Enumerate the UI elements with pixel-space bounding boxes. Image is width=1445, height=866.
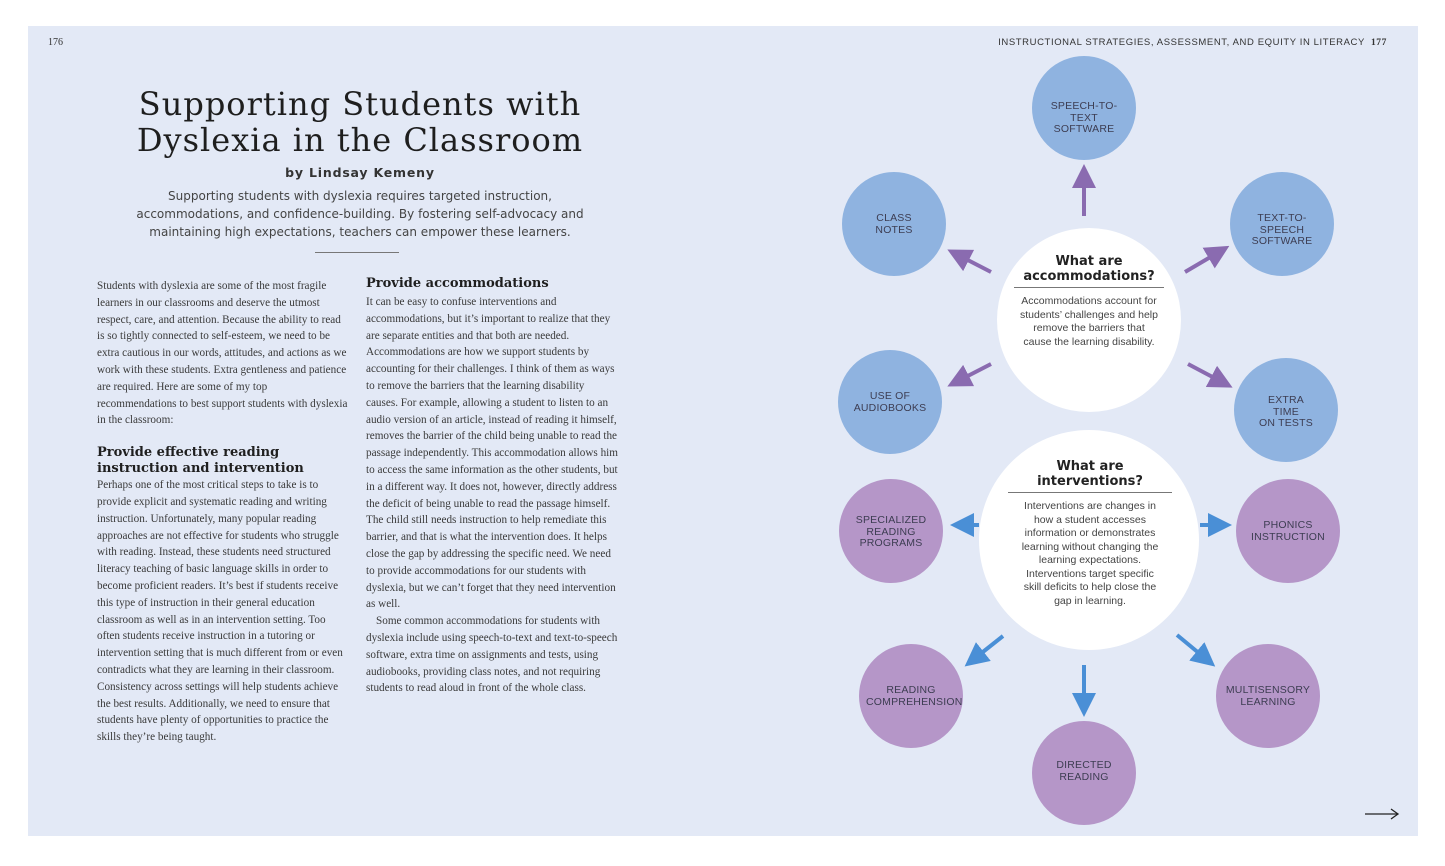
label-extra-time: EXTRA TIME ON TESTS (1259, 394, 1313, 429)
title-line-2: Dyslexia in the Classroom (136, 121, 584, 159)
arrow-to-audiobooks (958, 364, 991, 381)
section-heading-accommodations: Provide accommodations (366, 276, 549, 291)
arrow-to-reading-comprehension (974, 636, 1003, 659)
byline: by Lindsay Kemeny (285, 165, 435, 180)
page-number-right: 177 (1370, 38, 1387, 48)
title-line-1: Supporting Students with (138, 85, 582, 123)
label-specialized-programs: SPECIALIZED READING PROGRAMS (855, 514, 927, 549)
hub-accommodations-text (1014, 254, 1164, 349)
body-paragraph: Students with dyslexia are some of the most fragile learners in our classrooms and deserve the utmost respect, care, and attention. Because the ability to read is so tightly connected to self-esteem, we need to be extra cautious in our words, attitudes, and actions as we work with these students. Extra gentleness and patience are required. Here are some of my top recommendations to best support students with dyslexia in the classroom: (97, 280, 348, 427)
body-paragraph: It can be easy to confuse interventions and accommodations, but it’s important to realize that they are separate entities and that both are needed. Accommodations are how we support students by accounting for their challenges. I think of them as ways to remove the barriers that the learning disability causes. For example, allowing a student to listen to an audio version of an article, instead of reading it himself, removes the barrier of the child being unable to read the passage independently. This accommodation allows him to access the same information as the other students, but in a different way. It does not, however, directly address the deficit of being unable to read the passage himself. The child still needs instruction to help remediate this barrier, and that is what the intervention does. It helps close the gap by addressing the specific need. We need to provide accommodations for our students with dyslexia, but we can’t forget that they need intervention as well. (366, 296, 618, 611)
hub-interventions-text (1008, 459, 1172, 608)
page-number-left: 176 (48, 37, 63, 48)
label-class-notes: CLASS NOTES (875, 212, 913, 236)
label-speech-to-text: SPEECH-TO-TEXT SOFTWARE (1050, 100, 1118, 135)
label-multisensory: MULTISENSORY LEARNING (1225, 684, 1311, 708)
arrow-to-text-to-speech (1185, 252, 1219, 272)
hub-accommodations-body: Accommodations account for students’ challenges and help remove the barriers that cause the learning disability. (1020, 295, 1158, 348)
label-audiobooks: USE OF AUDIOBOOKS (853, 390, 927, 414)
label-reading-comprehension: READING COMPREHENSION (866, 684, 963, 708)
hub-interventions-body: Interventions are changes in how a student accesses information or demonstrates learning without changing the learning expectations. Interventions target specific skill deficits to help close the gap in learning. (1021, 500, 1159, 607)
hub-accommodations-title: What are accommodations? (1014, 254, 1164, 288)
arrow-to-multisensory (1177, 635, 1206, 659)
label-text-to-speech: TEXT-TO-SPEECH SOFTWARE (1251, 212, 1313, 247)
running-head-text: INSTRUCTIONAL STRATEGIES, ASSESSMENT, AND EQUITY IN LITERACY (998, 37, 1365, 48)
label-phonics: PHONICS INSTRUCTION (1251, 519, 1325, 543)
arrow-to-extra-time (1188, 364, 1222, 382)
body-paragraph: Perhaps one of the most critical steps to take is to provide explicit and systematic reading and writing instruction. Unfortunately, many popular reading approaches are not effective for students who struggle with reading. Instead, these students need structured literacy teaching of basic language skills in order to become proficient readers. It’s best if students receive this type of instruction in their general education classroom as well as in an intervention setting. Too often students receive instruction in a tutoring or intervention setting that is much different from or even contradicts what they are learning in their classroom. Consistency across settings will help students achieve the best results. Additionally, we need to ensure that students have plenty of opportunities to practice the skills they’re being taught. (97, 479, 343, 744)
body-paragraph: Some common accommodations for students with dyslexia include using speech-to-text and text-to-speech software, extra time on assignments and tests, using audiobooks, providing class notes, and not requiring students to read aloud in front of the whole class. (366, 615, 618, 695)
hub-interventions-title: What are interventions? (1008, 459, 1172, 493)
intro-paragraph: Supporting students with dyslexia requires targeted instruction, accommodations, and confidence-building. By fostering self-advocacy and maintaining high expectations, teachers can empower these learners. (136, 189, 584, 239)
arrow-to-class-notes (958, 255, 991, 272)
long-right-arrow-icon[interactable] (1364, 805, 1400, 823)
section-heading-reading-instruction: Provide effective reading instruction and intervention (97, 445, 304, 477)
label-directed-reading: DIRECTED READING (1056, 759, 1112, 783)
